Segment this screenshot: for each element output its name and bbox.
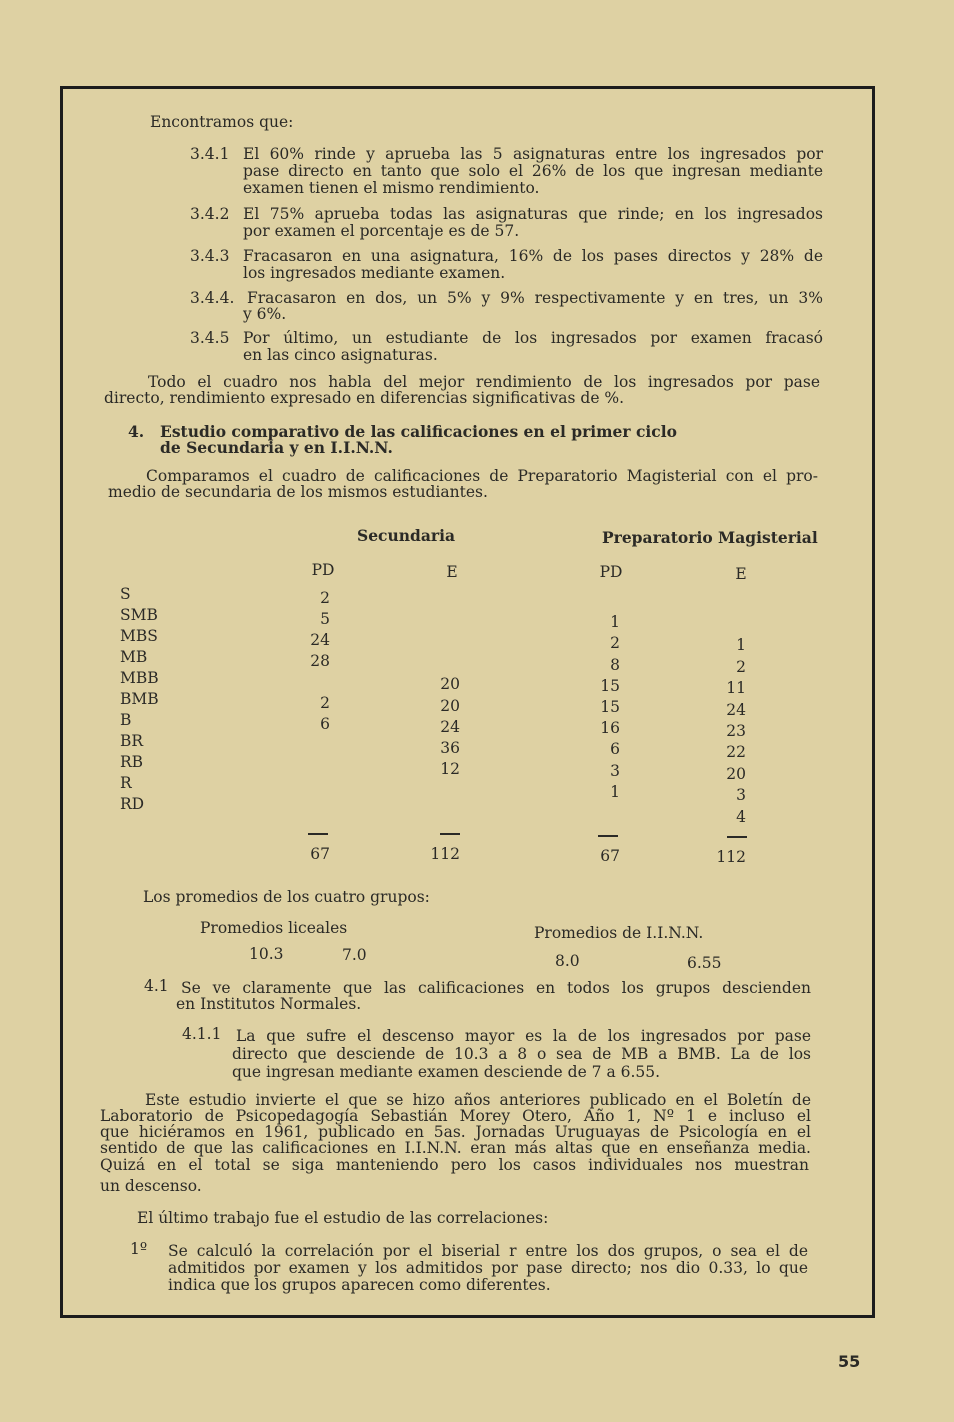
table-cell: 12: [440, 760, 460, 779]
table-subhead: PD: [599, 563, 623, 581]
table-subhead: E: [735, 565, 747, 583]
section-heading: de Secundaria y en I.I.N.N.: [160, 438, 393, 457]
study-line: Laboratorio de Psicopedagogía Sebastián Morey Otero, Año 1, Nº 1 e incluso el: [100, 1107, 811, 1125]
table-cell: 2: [320, 589, 330, 607]
paragraph-number: 4.1: [144, 977, 169, 995]
averages-intro: Los promedios de los cuatro grupos:: [143, 888, 430, 906]
table-total: 67: [310, 845, 330, 863]
section-heading: Estudio comparativo de las calificaciones en el primer ciclo: [160, 422, 677, 441]
table-total: 112: [716, 848, 746, 866]
paragraph-line: La que sufre el descenso mayor es la de los ingresados por pase: [236, 1027, 811, 1045]
table-row-label: B: [120, 711, 132, 729]
paragraph-line: que ingresan mediante examen desciende de 7 a 6.55.: [232, 1063, 661, 1081]
paragraph-number: 1º: [130, 1240, 148, 1258]
item-line: examen tienen el mismo rendimiento.: [243, 179, 540, 197]
item-line: Fracasaron en una asignatura, 16% de los pases directos y 28% de: [243, 247, 823, 265]
table-cell: 8: [610, 655, 620, 674]
table-cell: 2: [736, 657, 746, 676]
table-cell: 24: [440, 717, 460, 736]
averages-left-value: 10.3: [249, 945, 284, 963]
table-row-label: SMB: [120, 606, 158, 624]
last-intro: El último trabajo fue el estudio de las correlaciones:: [137, 1209, 549, 1227]
table-subhead: PD: [311, 561, 335, 579]
table-cell: 15: [600, 676, 620, 695]
table-cell: 15: [600, 698, 620, 716]
averages-left-value: 7.0: [342, 946, 367, 964]
table-row-label: R: [120, 774, 132, 792]
table-cell: 3: [610, 761, 620, 780]
averages-right-value: 8.0: [555, 952, 580, 970]
total-rule: [727, 836, 747, 838]
paragraph-line: directo que desciende de 10.3 a 8 o sea de MB a BMB. La de los: [232, 1045, 811, 1063]
study-line: un descenso.: [100, 1177, 202, 1195]
item-number: 3.4.1: [190, 145, 230, 163]
item-line: pase directo en tanto que solo el 26% de los que ingresan mediante: [243, 162, 823, 180]
table-cell: 1: [736, 636, 746, 655]
study-line: Este estudio invierte el que se hizo años anteriores publicado en el Boletín de: [145, 1091, 811, 1109]
compare-line: Comparamos el cuadro de calificaciones de Preparatorio Magisterial con el pro-: [146, 467, 818, 485]
paragraph-line: en Institutos Normales.: [176, 995, 362, 1013]
table-cell: 3: [736, 786, 746, 805]
item-line: en las cinco asignaturas.: [243, 346, 438, 364]
table-cell: 28: [310, 652, 330, 670]
table-cell: 5: [320, 610, 330, 628]
item-line: los ingresados mediante examen.: [243, 264, 506, 282]
study-line: sentido de que las calificaciones en I.I.N.N. eran más altas que en enseñanza media.: [100, 1139, 811, 1157]
table-cell: 20: [726, 764, 746, 783]
page-number: 55: [838, 1352, 861, 1371]
study-line: Quizá en el total se siga manteniendo pero los casos individuales nos muestran: [100, 1156, 809, 1174]
table-cell: 24: [726, 700, 746, 719]
paragraph-line: admitidos por examen y los admitidos por pase directo; nos dio 0.33, lo que: [168, 1259, 808, 1277]
table-cell: 1: [610, 782, 620, 801]
table-cell: 24: [310, 631, 330, 649]
paragraph-line: Se calculó la correlación por el biserial r entre los dos grupos, o sea el de: [168, 1242, 808, 1260]
averages-right-value: 6.55: [687, 954, 722, 972]
table-row-label: S: [120, 585, 131, 603]
averages-left-label: Promedios liceales: [200, 919, 348, 937]
table-cell: 11: [726, 679, 746, 698]
item-line: El 60% rinde y aprueba las 5 asignaturas entre los ingresados por: [243, 145, 823, 163]
table-row-label: MB: [120, 648, 148, 666]
table-cell: 6: [320, 715, 330, 733]
paragraph-line: Se ve claramente que las calificaciones en todos los grupos descienden: [181, 979, 811, 997]
total-rule: [308, 833, 328, 835]
item-line: por examen el porcentaje es de 57.: [243, 222, 520, 240]
total-rule: [598, 835, 618, 837]
item-line: Fracasaron en dos, un 5% y 9% respectivamente y en tres, un 3%: [247, 289, 823, 307]
table-cell: 2: [610, 634, 620, 653]
table-cell: 16: [600, 719, 620, 738]
table-cell: 36: [440, 738, 460, 757]
table-cell: 22: [726, 743, 746, 762]
table-row-label: MBS: [120, 627, 158, 645]
table-cell: 23: [726, 721, 746, 740]
summary-line: Todo el cuadro nos habla del mejor rendimiento de los ingresados por pase: [148, 373, 820, 391]
table-subhead: E: [446, 563, 458, 581]
table-group-preparatorio: Preparatorio Magisterial: [602, 528, 818, 547]
item-line: El 75% aprueba todas las asignaturas que rinde; en los ingresados: [243, 205, 823, 223]
summary-line: directo, rendimiento expresado en diferencias significativas de %.: [104, 389, 625, 407]
table-cell: 6: [610, 740, 620, 759]
intro-text: Encontramos que:: [150, 113, 294, 131]
table-total: 112: [430, 845, 460, 863]
compare-line: medio de secundaria de los mismos estudiantes.: [108, 483, 488, 501]
item-line: Por último, un estudiante de los ingresados por examen fracasó: [243, 329, 823, 347]
table-cell: 2: [320, 694, 330, 712]
table-row-label: BR: [120, 732, 144, 750]
table-cell: 1: [610, 613, 620, 632]
table-cell: 20: [440, 675, 460, 694]
item-number: 3.4.3: [190, 247, 230, 265]
item-line: y 6%.: [243, 305, 287, 323]
table-row-label: MBB: [120, 669, 159, 687]
item-number: 3.4.4.: [190, 289, 235, 307]
paragraph-number: 4.1.1: [182, 1025, 222, 1043]
total-rule: [440, 833, 460, 835]
table-row-label: BMB: [120, 690, 159, 708]
item-number: 3.4.2: [190, 205, 230, 223]
study-line: que hiciéramos en 1961, publicado en 5as. Jornadas Uruguayas de Psicología en el: [100, 1123, 811, 1141]
table-total: 67: [600, 847, 620, 865]
table-row-label: RD: [120, 795, 145, 813]
table-row-label: RB: [120, 753, 144, 771]
section-number: 4.: [128, 422, 145, 441]
table-cell: 20: [440, 696, 460, 715]
item-number: 3.4.5: [190, 329, 230, 347]
paragraph-line: indica que los grupos aparecen como diferentes.: [168, 1276, 551, 1294]
table-cell: 4: [736, 807, 746, 826]
table-group-secundaria: Secundaria: [357, 526, 456, 545]
averages-right-label: Promedios de I.I.N.N.: [534, 924, 704, 942]
